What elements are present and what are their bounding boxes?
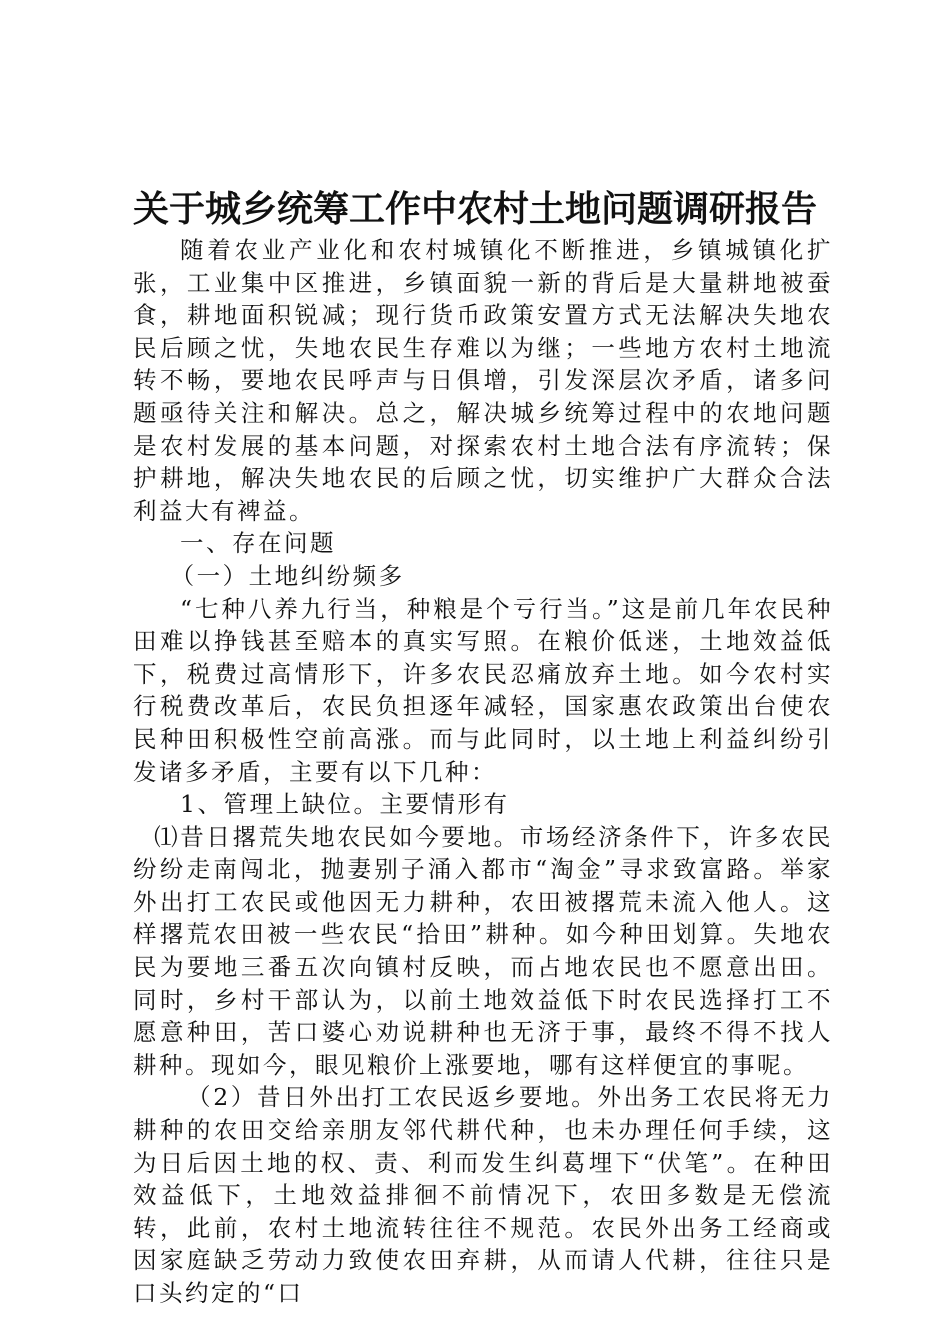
case-2-paragraph: （2）昔日外出打工农民返乡要地。外出务工农民将无力耕种的农田交给亲朋友邻代耕代种，也未办理任何手续，这为日后因土地的权、责、利而发生纠葛埋下“伏笔”。在种田效益低下，土地效益排徊不前情况下，农田多数是无偿流转，此前，农村土地流转往往不规范。农民外出务工经商或因家庭缺乏劳动力致使农田弃耕，从而请人代耕，往往只是口头约定的“口 [133, 1083, 833, 1307]
document-title: 关于城乡统筹工作中农村土地问题调研报告 [132, 188, 817, 230]
subsection-heading-land-disputes: （一）土地纠纷频多 [170, 561, 405, 590]
intro-paragraph: 随着农业产业化和农村城镇化不断推进，乡镇城镇化扩张，工业集中区推进，乡镇面貌一新的背后是大量耕地被蚕食，耕地面积锐减；现行货币政策安置方式无法解决失地农民后顾之忧，失地农民生存难以为继；一些地方农村土地流转不畅，要地农民呼声与日俱增，引发深层次矛盾，诸多问题亟待关注和解决。总之，解决城乡统筹过程中的农地问题是农村发展的基本问题，对探索农村土地合法有序流转；保护耕地，解决失地农民的后顾之忧，切实维护广大群众合法利益大有裨益。 [133, 236, 833, 525]
section-heading-existing-problems: 一、存在问题 [180, 529, 336, 558]
case-1-paragraph: ⑴昔日撂荒失地农民如今要地。市场经济条件下，许多农民纷纷走南闯北，抛妻别子涌入都市“淘金”寻求致富路。举家外出打工农民或他因无力耕种，农田被撂荒未流入他人。这样撂荒农田被一些农民“拾田”耕种。如今种田划算。失地农民为要地三番五次向镇村反映，而占地农民也不愿意出田。同时，乡村干部认为，以前土地效益低下时农民选择打工不愿意种田，苦口婆心劝说耕种也无济于事，最终不得不找人耕种。现如今，眼见粮价上涨要地，哪有这样便宜的事呢。 [133, 822, 833, 1079]
document-body [133, 234, 833, 1310]
item-heading-management-gap: 1、管理上缺位。主要情形有 [180, 790, 510, 819]
land-disputes-paragraph: “七种八养九行当，种粮是个亏行当。”这是前几年农民种田难以挣钱甚至赔本的真实写照。在粮价低迷，土地效益低下，税费过高情形下，许多农民忍痛放弃土地。如今农村实行税费改革后，农民负担逐年减轻，国家惠农政策出台使农民种田积极性空前高涨。而与此同时，以土地上利益纠纷引发诸多矛盾，主要有以下几种： [133, 594, 833, 786]
